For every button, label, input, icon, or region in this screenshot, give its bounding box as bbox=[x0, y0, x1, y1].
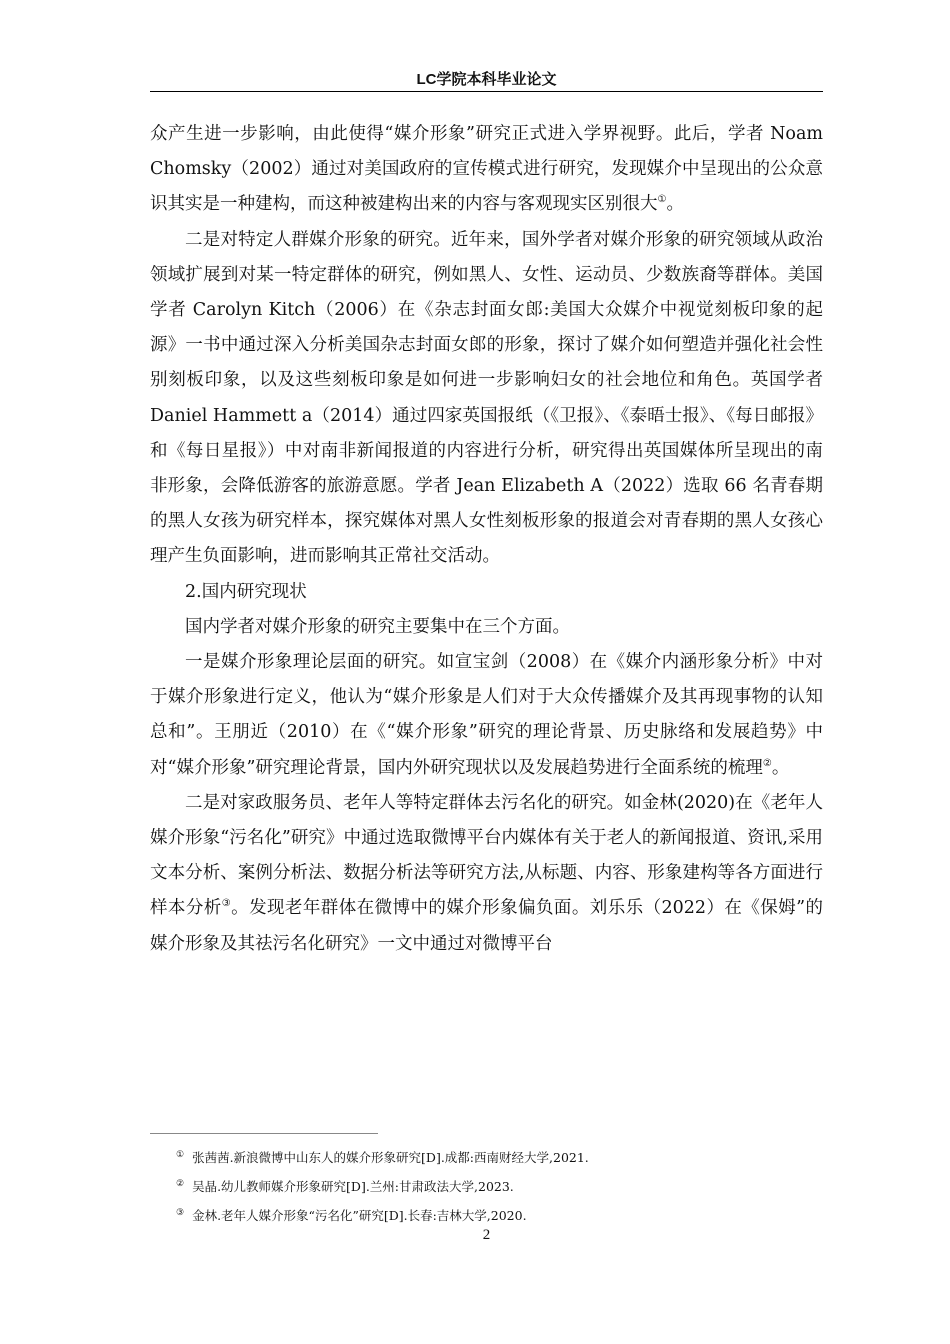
paragraph-domestic-overview: 国内学者对媒介形象的研究主要集中在三个方面。 bbox=[185, 616, 570, 637]
footnote-mark: ② bbox=[176, 1179, 185, 1190]
footnote-reference: ② bbox=[762, 757, 772, 769]
footnote-text: 张茜茜.新浪微博中山东人的媒介形象研究[D].成都:西南财经大学,2021. bbox=[192, 1150, 589, 1166]
footnotes bbox=[176, 1142, 816, 1229]
paragraph-text: 一是媒介形象理论层面的研究。如宣宝剑（2008）在《媒介内涵形象分析》中对于媒介形象进行定义，他认为“媒介形象是人们对于大众传播媒介及其再现事物的认知总和”。王朋近（2010）在《“媒介形象”研究的理论背景、历史脉络和发展趋势》中对“媒介形象”研究理论背景，国内外研究现状以及发展趋势进行全面系统的梳理 bbox=[150, 652, 823, 778]
footnote-mark: ① bbox=[176, 1150, 185, 1160]
footnote-text: 金林.老年人媒介形象“污名化”研究[D].长春:吉林大学,2020. bbox=[192, 1208, 527, 1224]
paragraph-media-image-theory bbox=[150, 645, 823, 786]
running-header-title: LC学院本科毕业论文 bbox=[416, 71, 557, 88]
footnote-item bbox=[176, 1200, 816, 1229]
section-heading-domestic-research: 2.国内研究现状 bbox=[185, 581, 307, 602]
paragraph-text-end: 。 bbox=[666, 194, 684, 215]
paragraph-text-end: 。发现老年群体在微博中的媒介形象偏负面。刘乐乐（2022）在《保姆”的媒介形象及其祛污名化研究》一文中通过对微博平台 bbox=[150, 898, 824, 954]
paragraph-continuation bbox=[150, 117, 823, 223]
footnote-mark: ③ bbox=[176, 1208, 185, 1219]
paragraph-foreign-specific-groups: 二是对特定人群媒介形象的研究。近年来，国外学者对媒介形象的研究领域从政治领域扩展到对某一特定群体的研究，例如黑人、女性、运动员、少数族裔等群体。美国学者 Carolyn Kitch（2006）在《杂志封面女郎:美国大众媒介中视觉刻板印象的起源》一书中通过深入分析美国杂志封面女郎的形象，探讨了媒介如何塑造并强化社会性别刻板印象，以及这些刻板印象是如何进一步影响妇女的社会地位和角色。英国学者 Daniel Hammett a（2014）通过四家英国报纸（《卫报》、《泰晤士报》、《每日邮报》和《每日星报》）中对南非新闻报道的内容进行分析，研究得出英国媒体所呈现出的南非形象，会降低游客的旅游意愿。学者 Jean Elizabeth A（2022）选取 66 名青春期的黑人女孩为研究样本，探究媒体对黑人女性刻板形象的报道会对青春期的黑人女孩心理产生负面影响，进而影响其正常社交活动。 bbox=[150, 229, 823, 567]
paragraph-text-end: 。 bbox=[771, 757, 790, 778]
paragraph-destigmatization bbox=[150, 786, 823, 962]
footnote-reference: ③ bbox=[221, 898, 232, 910]
footnote-item bbox=[176, 1171, 816, 1200]
page-number: 2 bbox=[482, 1227, 491, 1243]
footnote-item bbox=[176, 1142, 816, 1171]
paragraph-text: 众产生进一步影响，由此使得“媒介形象”研究正式进入学界视野。此后，学者 Noam Chomsky（2002）通过对美国政府的宣传模式进行研究，发现媒介中呈现出的公众意识其实是一种建构，而这种被建构出来的内容与客观现实区别很大 bbox=[150, 124, 823, 215]
paragraph-text: 二是对家政服务员、老年人等特定群体去污名化的研究。如金林(2020)在《老年人媒介形象“污名化”研究》中通过选取微博平台内媒体有关于老人的新闻报道、资讯,采用文本分析、案例分析法、数据分析法等研究方法,从标题、内容、形象建构等各方面进行样本分析 bbox=[150, 792, 823, 919]
header-divider bbox=[150, 91, 823, 92]
body-text bbox=[150, 117, 823, 962]
footnote-reference: ① bbox=[657, 194, 667, 206]
footnote-divider bbox=[150, 1133, 378, 1134]
footnote-text: 吴晶.幼儿教师媒介形象研究[D].兰州:甘肃政法大学,2023. bbox=[192, 1179, 514, 1195]
